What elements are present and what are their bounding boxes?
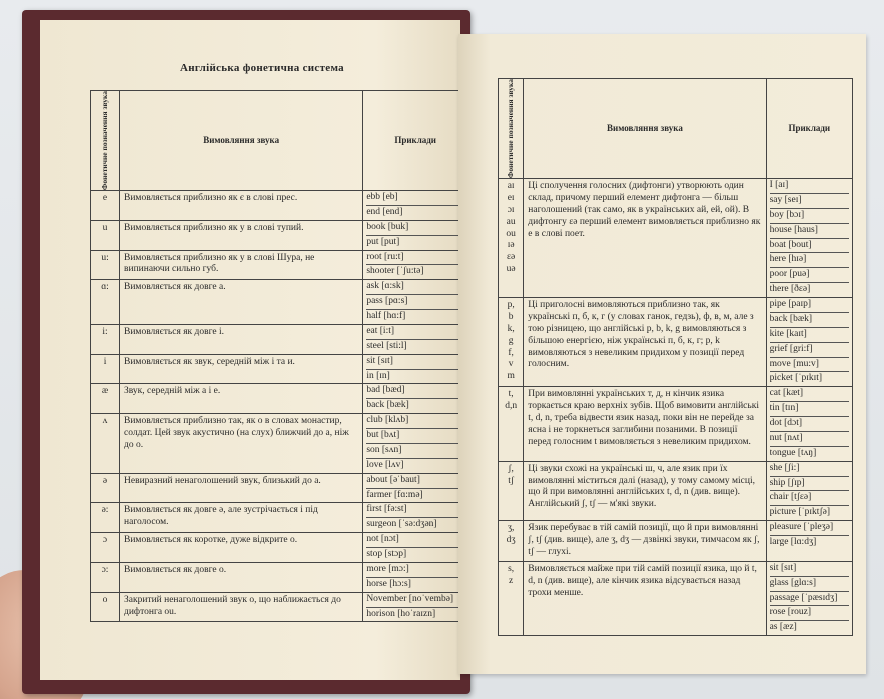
table-row (91, 220, 461, 250)
examples-cell (766, 521, 852, 562)
pronunciation-description: Вимовляється як довге а. (120, 280, 363, 325)
table-row (91, 503, 461, 533)
table-row (91, 414, 461, 474)
example-word: club [klʌb] (366, 414, 460, 429)
pronunciation-description: Вимовляється майже при тій самій позиції язика, що й t, d, n (див. вище), але кінчик язика відсувається назад трохи менше. (524, 561, 766, 635)
table-body-left (91, 191, 461, 622)
example-word: son [sʌn] (366, 444, 460, 459)
table-row (91, 280, 461, 325)
phonetic-symbol: i: (91, 324, 120, 354)
example-word: ship [ʃɪp] (770, 477, 849, 492)
table-header-row (91, 91, 461, 191)
example-word: I [aɪ] (770, 179, 849, 194)
example-word: here [hɪə] (770, 253, 849, 268)
header-description: Вимовляння звука (524, 79, 766, 179)
examples-cell (363, 473, 460, 503)
example-word: stop [stɔp] (366, 549, 407, 560)
phonetic-symbol: o (91, 592, 120, 622)
header-description: Вимовляння звука (120, 91, 363, 191)
example-word: horison [hoˈraɪzn] (366, 608, 436, 619)
example-word: as [æz] (769, 622, 797, 633)
example-word: pass [pɑ:s] (366, 295, 460, 310)
table-row (499, 521, 853, 562)
examples-cell (363, 250, 460, 280)
pronunciation-description: Вимовляється як коротке, дуже відкрите о. (120, 533, 363, 563)
header-examples: Приклади (766, 79, 852, 179)
pronunciation-description: Вимовляється приблизно так, як о в словах монастир, солдат. Цей звук акустично (на слух) ближчий до а, ніж до о. (120, 414, 363, 474)
example-word: dot [dɔt] (770, 417, 849, 432)
table-row (91, 354, 461, 384)
example-word: ebb [eb] (366, 191, 460, 206)
left-page (40, 20, 460, 680)
example-word: sit [sɪt] (366, 355, 460, 370)
table-row (91, 324, 461, 354)
example-word: put [put] (366, 236, 400, 247)
examples-cell (766, 461, 852, 521)
phonetic-symbol: p, b k, g f, v m (499, 298, 524, 387)
examples-cell (766, 387, 852, 461)
header-symbol-label: Фонетичне позначення звука (506, 79, 516, 179)
phonetic-symbol: æ (91, 384, 120, 414)
example-word: picket [ˈpɪkɪt] (769, 373, 823, 384)
example-word: first [fə:st] (366, 503, 460, 518)
table-row (499, 179, 853, 298)
example-word: horse [hɔ:s] (366, 578, 411, 589)
example-word: chair [tʃɛə] (770, 491, 849, 506)
example-word: tin [tɪn] (770, 402, 849, 417)
table-header-row (499, 79, 853, 179)
header-symbol-label: Фонетичне позначення звука (99, 91, 109, 191)
table-row (91, 384, 461, 414)
example-word: but [bʌt] (366, 429, 460, 444)
example-word: poor [puə] (770, 268, 849, 283)
example-word: large [lɑ:dʒ] (769, 537, 817, 548)
examples-cell (363, 533, 460, 563)
right-page (458, 34, 866, 674)
examples-cell (363, 592, 460, 622)
example-word: root [ru:t] (366, 251, 460, 266)
example-word: love [lʌv] (366, 459, 404, 470)
example-word: there [ðɛə] (769, 284, 811, 295)
examples-cell (363, 414, 460, 474)
table-row (91, 562, 461, 592)
pronunciation-description: При вимовлянні українських т, д, н кінчик язика торкається краю верхніх зубів. Щоб вимовити англійські t, d, n, треба відвести язик назад, поки він не перейде за ясна і не торкнеться заглибини позаними. В позиції перед голосним t вимовляється з невеликим придихом. (524, 387, 766, 461)
phonetic-table-right (498, 78, 853, 636)
example-word: cat [kæt] (770, 387, 849, 402)
pronunciation-description: Невиразний ненаголошений звук, близький до а. (120, 473, 363, 503)
pronunciation-description: Ці звуки схожі на українські ш, ч, але язик при їх вимовлянні міститься далі (назад), у тому самому місці, що й при вимовлянні англійських t, d, n (див. вище). Англійський ʃ, tʃ — м'які звуки. (524, 461, 766, 521)
phonetic-symbol: ʒ, dʒ (499, 521, 524, 562)
table-row (499, 387, 853, 461)
phonetic-symbol: s, z (499, 561, 524, 635)
pronunciation-description: Вимовляється як звук, середній між і та и. (120, 354, 363, 384)
example-word: kite [kaɪt] (770, 328, 849, 343)
pronunciation-description: Вимовляється приблизно як у в слові тупий. (120, 220, 363, 250)
phonetic-symbol: ə: (91, 503, 120, 533)
example-word: farmer [fɑ:mə] (366, 489, 423, 500)
pronunciation-description: Вимовляється як довге о. (120, 562, 363, 592)
header-symbol (91, 91, 120, 191)
phonetic-symbol: e (91, 191, 120, 221)
examples-cell (766, 561, 852, 635)
header-examples: Приклади (363, 91, 460, 191)
example-word: back [bæk] (366, 400, 409, 411)
examples-cell (766, 179, 852, 298)
examples-cell (363, 324, 460, 354)
examples-cell (766, 298, 852, 387)
examples-cell (363, 191, 460, 221)
examples-cell (363, 220, 460, 250)
example-word: house [haus] (770, 224, 849, 239)
example-word: steel [sti:l] (366, 340, 407, 351)
examples-cell (363, 280, 460, 325)
example-word: about [əˈbaut] (366, 474, 460, 489)
example-word: boy [bɔɪ] (770, 209, 849, 224)
example-word: glass [glɑ:s] (770, 577, 849, 592)
examples-cell (363, 562, 460, 592)
example-word: bad [bæd] (366, 384, 460, 399)
pronunciation-description: Вимовляється приблизно як є в слові прес. (120, 191, 363, 221)
example-word: pipe [paɪp] (770, 298, 849, 313)
example-word: say [seɪ] (770, 194, 849, 209)
examples-cell (363, 503, 460, 533)
example-word: picture [ˈpɪktʃə] (769, 507, 830, 518)
pronunciation-description: Вимовляється як довге ə, але зустрічається і під наголосом. (120, 503, 363, 533)
pronunciation-description: Вимовляється як довге і. (120, 324, 363, 354)
table-body-right (499, 179, 853, 636)
example-word: ask [ɑ:sk] (366, 280, 460, 295)
pronunciation-description: Вимовляється приблизно як у в слові Шура, не випинаючи сильно губ. (120, 250, 363, 280)
example-word: grief [gri:f] (770, 343, 849, 358)
page-title: Англійська фонетична система (180, 62, 344, 74)
example-word: back [bæk] (770, 313, 849, 328)
example-word: rose [rouz] (770, 606, 849, 621)
pronunciation-description: Ці приголосні вимовляються приблизно так, як українські п, б, к, г (у словах ганок, гедзь), ф, в, м, але з тою різницею, що англійські p, b, k, g вимовляються з більшою енергією, ніж українські п, б, к, г; p, k вимовляються з невеликим придихом у позиції перед голосним. (524, 298, 766, 387)
example-word: not [nɔt] (366, 533, 460, 548)
phonetic-symbol: t, d,n (499, 387, 524, 461)
pronunciation-description: Язик перебуває в тій самій позиції, що й при вимовлянні ʃ, tʃ (див. вище), але ʒ, dʒ — дзвінкі звуки, тимчасом як ʃ, tʃ — глухі. (524, 521, 766, 562)
example-word: passage [ˈpæsɪdʒ] (770, 592, 849, 607)
phonetic-symbol: ʃ, tʃ (499, 461, 524, 521)
examples-cell (363, 384, 460, 414)
phonetic-symbol: ʌ (91, 414, 120, 474)
example-word: surgeon [ˈsə:dʒən] (366, 519, 437, 530)
pronunciation-description: Ці сполучення голосних (дифтонги) утворюють один склад, причому перший елемент дифтонга — більш наголошений (так само, як в українських ай, ей, ой). В дифтонгу ɛə перший елемент вимовляється приблизно як е в слові поет. (524, 179, 766, 298)
example-word: more [mɔ:] (366, 563, 460, 578)
table-row (91, 250, 461, 280)
example-word: nut [nʌt] (770, 432, 849, 447)
phonetic-symbol: u (91, 220, 120, 250)
example-word: half [hɑ:f] (366, 311, 406, 322)
table-row (91, 191, 461, 221)
example-word: she [ʃi:] (770, 462, 849, 477)
examples-cell (363, 354, 460, 384)
example-word: book [buk] (366, 221, 460, 236)
example-word: end [end] (366, 206, 403, 217)
example-word: shooter [ˈʃu:tə] (366, 266, 424, 277)
example-word: November [noˈvembə] (366, 593, 460, 608)
example-word: pleasure [ˈpleʒə] (770, 521, 849, 536)
phonetic-symbol: ɑ: (91, 280, 120, 325)
example-word: in [ɪn] (366, 370, 390, 381)
example-word: move [mu:v] (770, 358, 849, 373)
phonetic-symbol: u: (91, 250, 120, 280)
pronunciation-description: Звук, середній між а і е. (120, 384, 363, 414)
phonetic-table-left (90, 90, 460, 622)
table-row (91, 533, 461, 563)
table-row (499, 461, 853, 521)
example-word: boat [bout] (770, 239, 849, 254)
pronunciation-description: Закритий ненаголошений звук о, що наближається до дифтонга ou. (120, 592, 363, 622)
phonetic-symbol: aɪ eɪ ɔɪ au ou ɪə ɛə uə (499, 179, 524, 298)
example-word: tongue [tʌŋ] (769, 447, 817, 458)
example-word: sit [sɪt] (770, 562, 849, 577)
table-row (91, 592, 461, 622)
phonetic-symbol: ə (91, 473, 120, 503)
table-row (499, 298, 853, 387)
header-symbol (499, 79, 524, 179)
table-row (91, 473, 461, 503)
phonetic-symbol: ɔ: (91, 562, 120, 592)
example-word: eat [i:t] (366, 325, 460, 340)
phonetic-symbol: ɔ (91, 533, 120, 563)
phonetic-symbol: i (91, 354, 120, 384)
table-row (499, 561, 853, 635)
